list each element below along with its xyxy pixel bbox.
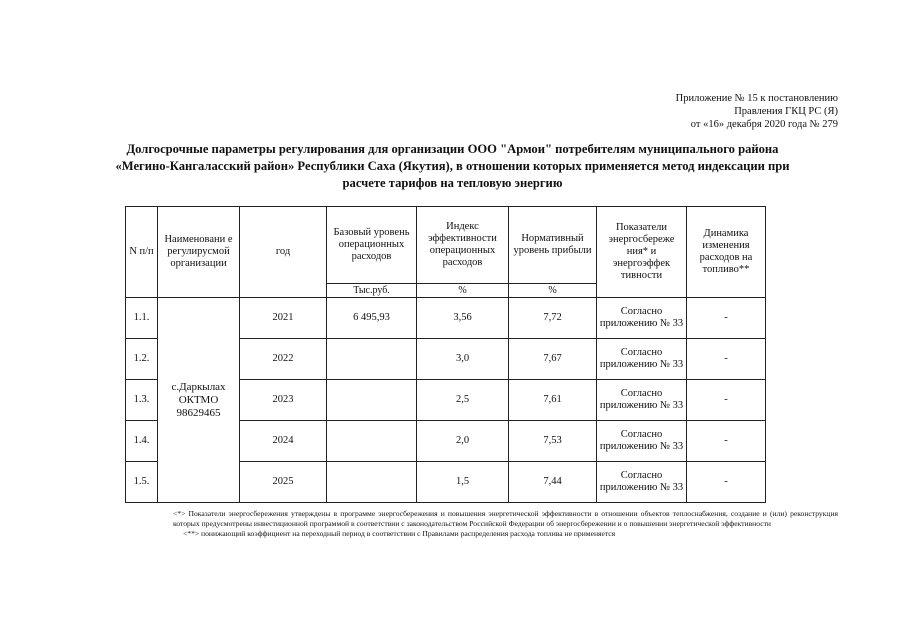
row-base — [327, 339, 417, 380]
row-index: 1,5 — [417, 462, 509, 503]
title-line-3: расчете тарифов на тепловую энергию — [342, 176, 563, 190]
unit-index: % — [417, 284, 509, 298]
row-num: 1.2. — [126, 339, 158, 380]
table-header-row — [126, 207, 766, 284]
title-line-2: «Мегино-Кангаласский район» Республики Саха (Якутия), в отношении которых применяется метод индексации при — [115, 159, 790, 173]
row-index: 3,56 — [417, 298, 509, 339]
organization-name: с.Даркылах — [171, 380, 226, 393]
row-base: 6 495,93 — [327, 298, 417, 339]
row-year: 2021 — [240, 298, 327, 339]
row-energy: Согласно приложению № 33 — [597, 462, 687, 503]
row-num: 1.1. — [126, 298, 158, 339]
document-title — [70, 141, 835, 192]
unit-base: Тыс.руб. — [327, 284, 417, 298]
header-energy-saving: Показатели энергосбереже ния* и энергоэффек тивности — [597, 207, 687, 298]
organization-oktmo-code: 98629465 — [176, 406, 221, 419]
header-num: N п/п — [126, 207, 158, 298]
row-base — [327, 421, 417, 462]
row-profit: 7,67 — [509, 339, 597, 380]
row-profit: 7,72 — [509, 298, 597, 339]
row-fuel: - — [687, 380, 766, 421]
row-energy: Согласно приложению № 33 — [597, 339, 687, 380]
footnotes — [173, 509, 838, 539]
row-fuel: - — [687, 339, 766, 380]
unit-profit: % — [509, 284, 597, 298]
appendix-header — [676, 92, 838, 131]
row-profit: 7,44 — [509, 462, 597, 503]
appendix-line-2: Правления ГКЦ РС (Я) — [734, 106, 838, 117]
header-year: год — [240, 207, 327, 298]
row-base — [327, 462, 417, 503]
appendix-line-1: Приложение № 15 к постановлению — [675, 93, 838, 104]
header-fuel-dynamics: Динамика изменения расходов на топливо** — [687, 207, 766, 298]
title-line-1: Долгосрочные параметры регулирования для организации ООО "Армои" потребителям муниципального района — [126, 142, 779, 156]
appendix-line-3: от «16» декабря 2020 года № 279 — [690, 119, 838, 130]
row-index: 2,5 — [417, 380, 509, 421]
row-index: 3,0 — [417, 339, 509, 380]
row-num: 1.3. — [126, 380, 158, 421]
parameters-table — [125, 206, 766, 503]
row-year: 2023 — [240, 380, 327, 421]
row-num: 1.4. — [126, 421, 158, 462]
row-num: 1.5. — [126, 462, 158, 503]
row-fuel: - — [687, 298, 766, 339]
row-profit: 7,61 — [509, 380, 597, 421]
header-organization: Наименовани е регулирусмой организации — [158, 207, 240, 298]
organization-oktmo-label: ОКТМО — [178, 393, 219, 406]
row-fuel: - — [687, 421, 766, 462]
organization-cell — [158, 298, 240, 503]
row-energy: Согласно приложению № 33 — [597, 298, 687, 339]
table-row — [126, 298, 766, 339]
row-fuel: - — [687, 462, 766, 503]
row-year: 2024 — [240, 421, 327, 462]
row-energy: Согласно приложению № 33 — [597, 380, 687, 421]
header-base-level: Базовый уровень операционных расходов — [327, 207, 417, 284]
row-year: 2025 — [240, 462, 327, 503]
header-efficiency-index: Индекс эффективности операционных расходов — [417, 207, 509, 284]
row-year: 2022 — [240, 339, 327, 380]
row-index: 2,0 — [417, 421, 509, 462]
header-profit-level: Нормативный уровень прибыли — [509, 207, 597, 284]
row-base — [327, 380, 417, 421]
row-profit: 7,53 — [509, 421, 597, 462]
footnote-fuel: <**> понижающий коэффициент на переходный период в соответствии с Правилами распределения расхода топлива не применяется — [183, 529, 616, 538]
row-energy: Согласно приложению № 33 — [597, 421, 687, 462]
footnote-energy-saving: <*> Показатели энергосбережения утверждены в программе энергосбережения и повышения энергетической эффективности в отношении объектов теплоснабжения, создание и (или) реконструкция которых предусмотрены инвестиционной программой в соответствии с законодательством Российской Федерации об энергосбережении и о повышении энергетической эффективности — [173, 509, 838, 528]
